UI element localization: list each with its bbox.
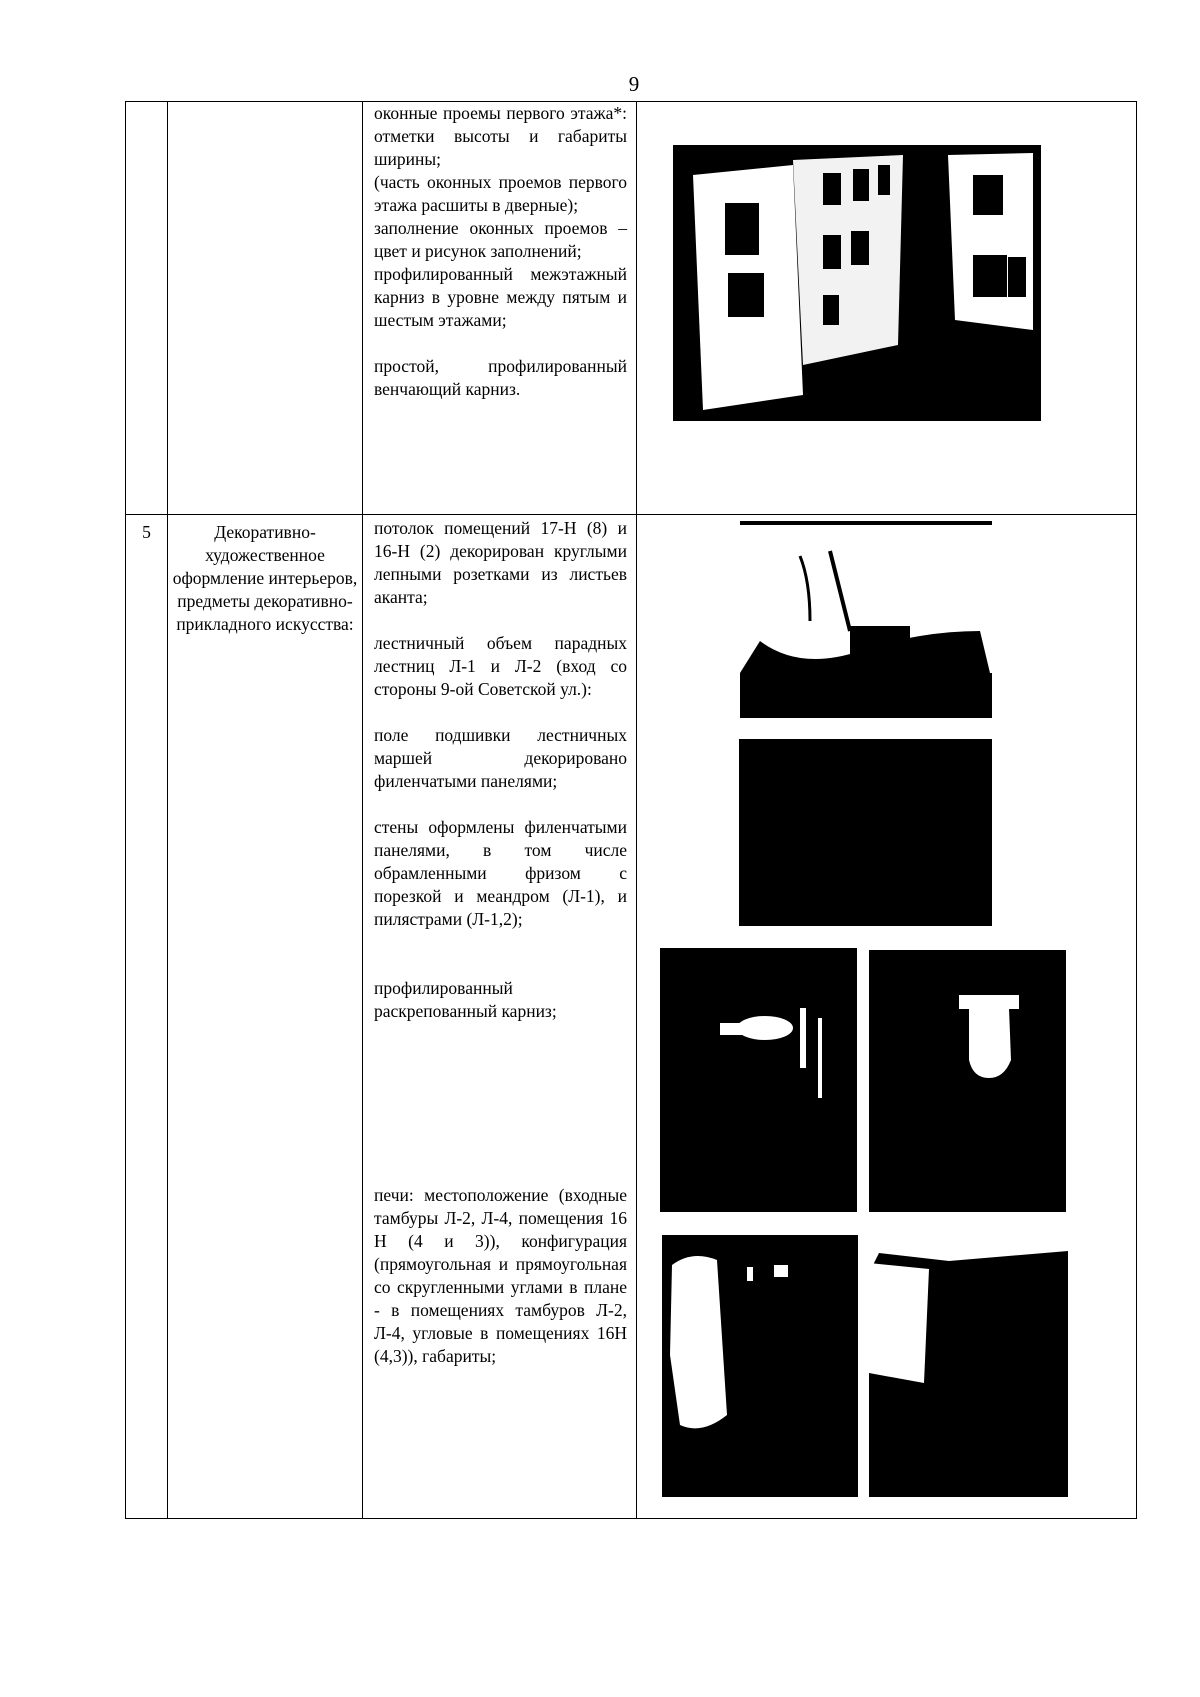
- description-cell: [363, 515, 637, 1519]
- cornice-image: [869, 950, 1066, 1212]
- stove-photo: [662, 1235, 858, 1497]
- description-cell: [363, 102, 637, 515]
- row-number-cell: [126, 102, 168, 515]
- description-item: оконные проемы первого этажа*: отметки высоты и габариты ширины;: [374, 103, 627, 169]
- description-item: поле подшивки лестничных маршей декорировано филенчатыми панелями;: [374, 725, 627, 791]
- description-item: потолок помещений 17-Н (8) и 16-Н (2) декорирован круглыми лепными розетками из листьев аканта;: [374, 518, 627, 607]
- courtyard-facade-photo: [673, 145, 1041, 421]
- corner-stove-image: [869, 1233, 1068, 1497]
- description-item: лестничный объем парадных лестниц Л-1 и Л-2 (вход со стороны 9-ой Советской ул.):: [374, 633, 627, 699]
- stair-panel-image: [660, 948, 857, 1212]
- courtyard-facade-image: [673, 145, 1041, 421]
- photo-cell: [637, 102, 1137, 515]
- description-item: профилированный раскрепованный карниз;: [374, 978, 557, 1021]
- stair-panel-photo: [660, 948, 857, 1212]
- description-item: печи: местоположение (входные тамбуры Л-2, Л-4, помещения 16 Н (4 и 3)), конфигурация (прямоугольная и прямоугольная со скругленными углами в плане - в помещениях тамбуров Л-2, Л-4, угловые в помещениях 16Н (4,3)), габариты;: [374, 1185, 627, 1366]
- ceiling-rosette-image: [740, 521, 992, 718]
- photo-cell: [637, 515, 1137, 1519]
- monument-elements-table: [125, 101, 1137, 1519]
- corner-stove-photo: [869, 1233, 1068, 1497]
- description-item: профилированный межэтажный карниз в уровне между пятым и шестым этажами;: [374, 264, 627, 330]
- description-item: заполнение оконных проемов – цвет и рисунок заполнений;: [374, 218, 627, 261]
- ceiling-rosette-photo: [740, 521, 992, 718]
- row-number-cell: 5: [126, 515, 168, 1519]
- staircase-photo: [739, 739, 992, 926]
- table-row: [126, 515, 1137, 1519]
- table-row: [126, 102, 1137, 515]
- description-item: простой, профилированный венчающий карниз.: [374, 356, 627, 399]
- category-cell: Декоративно-художественное оформление интерьеров, предметы декоративно-прикладного искусства:: [168, 515, 363, 1519]
- cornice-photo: [869, 950, 1066, 1212]
- stove-image: [662, 1235, 858, 1497]
- description-item: (часть оконных проемов первого этажа расшиты в дверные);: [374, 172, 627, 215]
- description-item: стены оформлены филенчатыми панелями, в том числе обрамленными фризом с порезкой и меандром (Л-1), и пилястрами (Л-1,2);: [374, 817, 627, 929]
- page-number: 9: [628, 72, 640, 96]
- category-cell: [168, 102, 363, 515]
